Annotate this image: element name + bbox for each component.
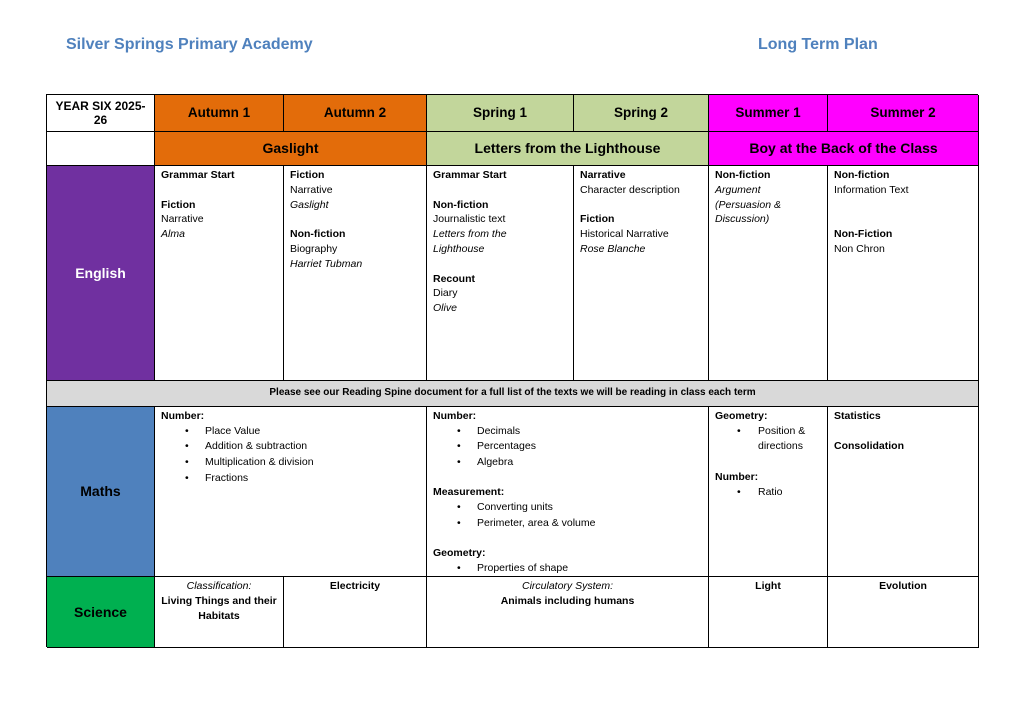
- english-a2-line: Narrative: [290, 183, 333, 196]
- term-summer-2: Summer 2: [828, 95, 979, 132]
- science-a1-line: Habitats: [198, 609, 240, 622]
- english-summer-2: [828, 166, 979, 381]
- maths-spring-geometry-list: [433, 561, 702, 577]
- topic-autumn: Gaslight: [155, 132, 427, 166]
- maths-summer1-geometry-list: [715, 424, 821, 455]
- maths-spring-measurement-list: [433, 500, 702, 531]
- reading-spine-note: Please see our Reading Spine document for a full list of the texts we will be reading in class each term: [47, 381, 979, 407]
- english-s1-line: Diary: [433, 287, 458, 300]
- english-s1-line: Grammar Start: [433, 169, 507, 181]
- science-spring-line: Animals including humans: [500, 594, 635, 607]
- maths-summer1-number-list: [715, 485, 821, 501]
- topic-summer: Boy at the Back of the Class: [709, 132, 979, 166]
- list-item: • Position & directions: [715, 424, 821, 455]
- list-item: • Algebra: [433, 455, 702, 471]
- maths-autumn: [155, 407, 427, 577]
- term-summer-1: Summer 1: [709, 95, 828, 132]
- list-item: • Addition & subtraction: [161, 439, 420, 455]
- english-a1-line: Narrative: [161, 213, 204, 226]
- maths-summer2-line: Consolidation: [834, 439, 904, 452]
- list-item: • Ratio: [715, 485, 821, 501]
- english-su1-line: Argument: [715, 183, 761, 196]
- term-autumn-2: Autumn 2: [284, 95, 427, 132]
- english-su1-line: Non-fiction: [715, 169, 771, 181]
- list-item: • Converting units: [433, 500, 702, 516]
- science-summer-1: Light: [709, 577, 828, 648]
- english-su2-line: Information Text: [834, 183, 909, 196]
- topic-spring: Letters from the Lighthouse: [427, 132, 709, 166]
- english-s2-line: Historical Narrative: [580, 228, 669, 241]
- english-s1-line: Journalistic text: [433, 213, 506, 226]
- long-term-plan-table: [46, 94, 978, 647]
- subject-maths: Maths: [47, 407, 155, 577]
- maths-autumn-heading: Number:: [161, 410, 205, 422]
- english-a2-line: Non-fiction: [290, 228, 346, 241]
- science-summer-2: Evolution: [828, 577, 979, 648]
- subject-english: English: [47, 166, 155, 381]
- school-name: Silver Springs Primary Academy: [66, 36, 313, 53]
- english-a1-line: Grammar Start: [161, 169, 235, 181]
- list-item: • Multiplication & division: [161, 455, 420, 471]
- maths-summer1-heading: Number:: [715, 470, 759, 483]
- maths-autumn-list: [161, 424, 420, 486]
- english-s1-line: Recount: [433, 272, 475, 285]
- english-su2-line: Non-Fiction: [834, 228, 893, 241]
- year-label: YEAR SIX 2025-26: [47, 95, 155, 132]
- english-s2-line: Narrative: [580, 169, 626, 181]
- term-autumn-1: Autumn 1: [155, 95, 284, 132]
- term-spring-1: Spring 1: [427, 95, 574, 132]
- list-item: • Perimeter, area & volume: [433, 516, 702, 532]
- english-s1-line: Non-fiction: [433, 198, 489, 211]
- list-item: • Place Value: [161, 424, 420, 440]
- english-autumn-1: [155, 166, 284, 381]
- term-spring-2: Spring 2: [574, 95, 709, 132]
- science-spring-sub: Circulatory System:: [521, 580, 614, 592]
- maths-summer-2: [828, 407, 979, 577]
- english-su2-line: Non Chron: [834, 242, 885, 255]
- maths-summer2-line: Statistics: [834, 410, 881, 422]
- english-s1-line: Lighthouse: [433, 242, 485, 255]
- science-spring: [427, 577, 709, 648]
- english-su1-line: (Persuasion &: [715, 198, 781, 211]
- english-s2-line: Rose Blanche: [580, 242, 646, 255]
- list-item: • Properties of shape: [433, 561, 702, 577]
- english-s1-line: Letters from the: [433, 228, 507, 241]
- english-su1-line: Discussion): [715, 213, 770, 226]
- science-a1-sub: Classification:: [186, 580, 252, 592]
- maths-spring-heading: Measurement:: [433, 486, 505, 499]
- maths-spring: [427, 407, 709, 577]
- list-item: • Decimals: [433, 424, 702, 440]
- maths-spring-number-list: [433, 424, 702, 471]
- english-s2-line: Character description: [580, 183, 680, 196]
- science-autumn-1: [155, 577, 284, 648]
- english-spring-1: [427, 166, 574, 381]
- science-a1-line: Living Things and their: [161, 594, 277, 607]
- maths-spring-heading: Geometry:: [433, 547, 486, 560]
- maths-summer-1: [709, 407, 828, 577]
- maths-spring-heading: Number:: [433, 410, 477, 422]
- science-autumn-2: Electricity: [284, 577, 427, 648]
- english-summer-1: [709, 166, 828, 381]
- english-a1-line: Alma: [161, 228, 185, 241]
- english-autumn-2: [284, 166, 427, 381]
- list-item: • Percentages: [433, 439, 702, 455]
- english-a1-line: Fiction: [161, 198, 196, 211]
- maths-summer1-heading: Geometry:: [715, 410, 768, 422]
- document-title: Long Term Plan: [758, 36, 878, 53]
- english-a2-line: Gaslight: [290, 198, 329, 211]
- english-s2-line: Fiction: [580, 213, 615, 226]
- list-item: • Fractions: [161, 471, 420, 487]
- english-su2-line: Non-fiction: [834, 169, 890, 181]
- english-a2-line: Harriet Tubman: [290, 257, 363, 270]
- english-a2-line: Fiction: [290, 169, 325, 181]
- subject-science: Science: [47, 577, 155, 648]
- english-s1-line: Olive: [433, 302, 457, 315]
- english-a2-line: Biography: [290, 242, 338, 255]
- blank-cell: [47, 132, 155, 166]
- english-spring-2: [574, 166, 709, 381]
